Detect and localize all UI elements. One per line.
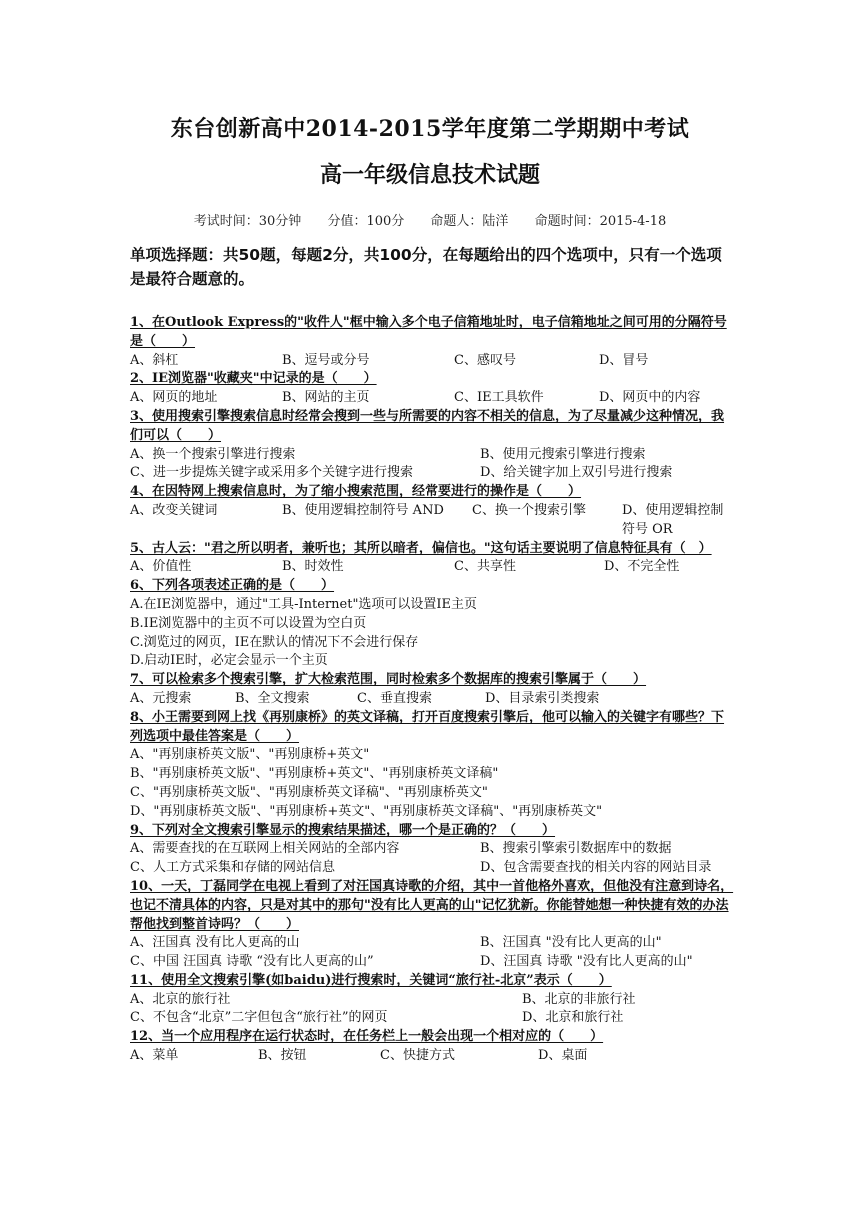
exam-author: 命题人：陆洋: [430, 214, 509, 229]
option-a: A、价值性: [130, 559, 192, 575]
question-stem: 5、古人云："君之所以明者，兼听也；其所以暗者，偏信也。"这句话主要说明了信息特征具有（ ）: [130, 540, 712, 556]
option-b: B、网站的主页: [282, 390, 370, 406]
option-d: D、不完全性: [604, 559, 680, 575]
option-d: D、冒号: [599, 352, 649, 368]
option-d: D、包含需要查找的相关内容的网站目录: [480, 860, 712, 876]
question-8: [130, 709, 735, 822]
option-c: C、共享性: [454, 559, 516, 575]
option-d: D、桌面: [538, 1048, 588, 1064]
question-7: [130, 671, 735, 709]
option-b: B、北京的非旅行社: [522, 991, 636, 1007]
exam-subtitle: 高一年级信息技术试题: [319, 162, 540, 188]
option-d: D、"再别康桥英文版"、"再别康桥+英文"、"再别康桥英文译稿"、"再别康桥英文": [130, 803, 603, 819]
question-11: [130, 972, 735, 1028]
question-10: [130, 878, 735, 972]
option-a: A.在IE浏览器中，通过"工具-Internet"选项可以设置IE主页: [130, 596, 478, 612]
question-stem: 1、在Outlook Express的"收件人"框中输入多个电子信箱地址时，电子信箱地址之间可用的分隔符号是（ ）: [130, 315, 727, 349]
question-stem: 9、下列对全文搜索引擎显示的搜索结果描述，哪一个是正确的？（ ）: [130, 822, 556, 838]
option-d: D、目录索引类搜索: [485, 690, 600, 706]
question-2: [130, 370, 735, 408]
question-9: [130, 822, 735, 878]
option-c: C、进一步提炼关键字或采用多个关键字进行搜索: [130, 465, 413, 481]
option-a: A、换一个搜索引擎进行搜索: [130, 446, 296, 462]
option-c: C、垂直搜索: [357, 690, 432, 706]
option-b: B、使用元搜索引擎进行搜索: [480, 446, 646, 462]
exam-title: 东台创新高中2014-2015学年度第二学期期中考试: [170, 116, 690, 142]
option-c: C.浏览过的网页，IE在默认的情况下不会进行保存: [130, 634, 419, 650]
option-c: C、人工方式采集和存储的网站信息: [130, 860, 335, 876]
exam-meta: [0, 210, 860, 229]
question-6: [130, 577, 735, 671]
option-d: D、北京和旅行社: [522, 1010, 624, 1026]
question-stem: 8、小王需要到网上找《再别康桥》的英文译稿，打开百度搜索引擎后，他可以输入的关键字有哪些？下列选项中最佳答案是（ ）: [130, 709, 725, 744]
option-a: A、网页的地址: [130, 390, 218, 406]
option-b: B、逗号或分号: [282, 352, 370, 368]
option-b: B、按钮: [258, 1048, 307, 1064]
exam-score: 分值：100分: [327, 214, 405, 229]
option-c: C、感叹号: [454, 352, 516, 368]
option-b: B、"再别康桥英文版"、"再别康桥+英文"、"再别康桥英文译稿": [130, 766, 499, 782]
option-a: A、元搜索: [130, 690, 192, 706]
option-b: B、使用逻辑控制符号 AND: [282, 502, 444, 518]
option-d: D、给关键字加上双引号进行搜索: [480, 465, 673, 481]
question-stem: 11、使用全文搜索引擎(如baidu)进行搜索时，关键词“旅行社-北京”表示（ ）: [130, 972, 612, 988]
option-a: A、北京的旅行社: [130, 991, 231, 1007]
option-a: A、需要查找的在互联网上相关网站的全部内容: [130, 841, 400, 857]
question-stem: 6、下列各项表述正确的是（ ）: [130, 578, 335, 594]
question-stem: 2、IE浏览器"收藏夹"中记录的是（ ）: [130, 371, 377, 387]
question-stem: 7、可以检索多个搜索引擎，扩大检索范围，同时检索多个数据库的搜索引擎属于（ ）: [130, 672, 647, 688]
question-4: [130, 483, 735, 539]
option-d: D、网页中的内容: [599, 390, 701, 406]
option-c: C、快捷方式: [380, 1048, 455, 1064]
option-d: D.启动IE时，必定会显示一个主页: [130, 653, 328, 669]
option-a: A、改变关键词: [130, 502, 218, 518]
question-12: [130, 1028, 735, 1066]
exam-date: 命题时间：2015-4-18: [534, 214, 667, 229]
option-a: A、"再别康桥英文版"、"再别康桥+英文": [130, 747, 370, 763]
option-c: C、不包含“北京”二字但包含“旅行社”的网页: [130, 1010, 388, 1026]
option-c: C、换一个搜索引擎: [472, 502, 586, 518]
option-b: B、时效性: [282, 559, 344, 575]
question-3: [130, 408, 735, 483]
option-b: B、汪国真 "没有比人更高的山": [480, 935, 662, 951]
option-c: C、中国 汪国真 诗歌 “没有比人更高的山”: [130, 954, 374, 970]
exam-duration: 考试时间：30分钟: [193, 214, 302, 229]
option-d: D、汪国真 诗歌 "没有比人更高的山": [480, 954, 693, 970]
question-stem: 4、在因特网上搜索信息时，为了缩小搜索范围，经常要进行的操作是（ ）: [130, 484, 582, 500]
option-d: D、使用逻辑控制符号 OR: [622, 502, 724, 537]
option-b: B、搜索引擎索引数据库中的数据: [480, 841, 672, 857]
section-instructions: 单项选择题：共50题，每题2分，共100分，在每题给出的四个选项中，只有一个选项是最符合题意的。: [130, 246, 722, 288]
option-a: A、菜单: [130, 1048, 179, 1064]
option-b: B.IE浏览器中的主页不可以设置为空白页: [130, 615, 367, 631]
option-c: C、"再别康桥英文版"、"再别康桥英文译稿"、"再别康桥英文": [130, 784, 488, 800]
question-stem: 3、使用搜索引擎搜索信息时经常会搜到一些与所需要的内容不相关的信息，为了尽量减少这种情况，我们可以（ ）: [130, 408, 725, 443]
option-a: A、汪国真 没有比人更高的山: [130, 935, 300, 951]
question-stem: 10、一天，丁磊同学在电视上看到了对汪国真诗歌的介绍，其中一首他格外喜欢，但他没有注意到诗名，也记不清具体的内容，只是对其中的那句"没有比人更高的山"记忆犹新。你能替她想一种快捷有效的办法帮他找到整首诗吗？（ ）: [130, 878, 734, 932]
question-stem: 12、当一个应用程序在运行状态时，在任务栏上一般会出现一个相对应的（ ）: [130, 1029, 604, 1045]
option-a: A、斜杠: [130, 352, 179, 368]
option-c: C、IE工具软件: [454, 390, 544, 406]
question-1: [130, 314, 735, 370]
question-5: [130, 540, 735, 578]
question-list: [130, 314, 735, 1066]
option-b: B、全文搜索: [235, 690, 310, 706]
